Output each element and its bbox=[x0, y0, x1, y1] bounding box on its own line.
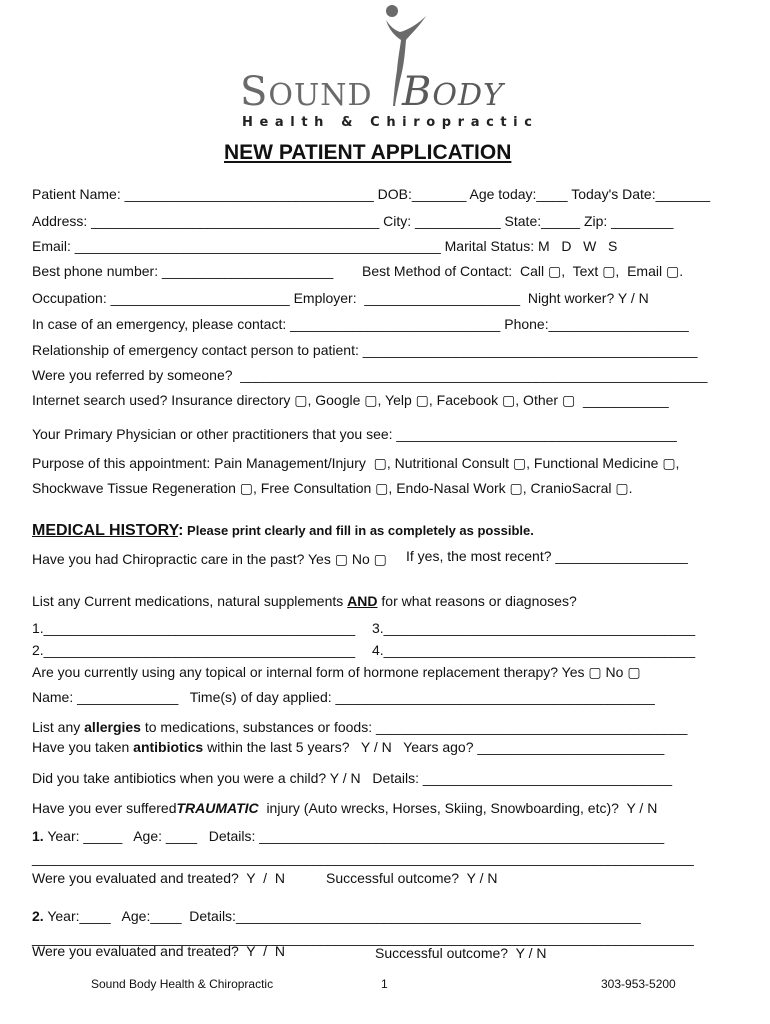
logo-word-sound: SOUND bbox=[240, 69, 373, 115]
most-recent-line: If yes, the most recent? _________________ bbox=[406, 548, 688, 564]
injury-2-continuation-line: _____________________________________________________________________________________ bbox=[32, 930, 694, 946]
traumatic-word: TRAUMATIC bbox=[176, 800, 259, 816]
injury-2-outcome-line: Successful outcome? Y / N bbox=[375, 945, 547, 961]
allergies-text: List any bbox=[32, 719, 85, 735]
primary-physician-line: Your Primary Physician or other practitioners that you see: ____________________________________ bbox=[32, 426, 677, 442]
injury-1-outcome-line: Successful outcome? Y / N bbox=[326, 870, 498, 886]
medication-2-line: 2.________________________________________ bbox=[32, 642, 356, 658]
allergies-word: allergies bbox=[84, 719, 141, 735]
injury-1-number: 1. bbox=[32, 828, 44, 844]
allergies-text-end: to medications, substances or foods: ________________________________________ bbox=[140, 719, 688, 735]
injury-2-evaluated-line: Were you evaluated and treated? Y / N bbox=[32, 943, 285, 959]
hormone-therapy-line: Are you currently using any topical or internal form of hormone replacement therapy? Yes ▢ No ▢ bbox=[32, 664, 641, 680]
hormone-name-line: Name: _____________ Time(s) of day applied: _________________________________________ bbox=[32, 689, 655, 705]
chiropractic-care-line: Have you had Chiropractic care in the past? Yes ▢ No ▢ bbox=[32, 551, 387, 567]
footer-page-number: 1 bbox=[381, 977, 388, 991]
footer-phone: 303-953-5200 bbox=[601, 977, 676, 991]
traumatic-injury-line bbox=[32, 800, 657, 817]
logo-tagline: Health & Chiropractic bbox=[242, 115, 539, 130]
childhood-antibiotics-line: Did you take antibiotics when you were a child? Y / N Details: ________________________________ bbox=[32, 770, 673, 786]
antibiotics-text-end: within the last 5 years? Y / N Years ago? ________________________ bbox=[203, 739, 665, 755]
patient-name-line: Patient Name: ________________________________ DOB:_______ Age today:____ Today's Date:_______ bbox=[32, 186, 711, 202]
appointment-purpose-line: Purpose of this appointment: Pain Management/Injury ▢, Nutritional Consult ▢, Functional Medicine ▢, bbox=[32, 455, 680, 471]
traumatic-text-end: injury (Auto wrecks, Horses, Skiing, Snowboarding, etc)? Y / N bbox=[258, 800, 658, 816]
medical-history-heading bbox=[32, 522, 534, 539]
antibiotics-text: Have you taken bbox=[32, 739, 134, 755]
antibiotics-word: antibiotics bbox=[133, 739, 204, 755]
injury-1-continuation-line: _____________________________________________________________________________________ bbox=[32, 850, 694, 866]
footer-practice-name: Sound Body Health & Chiropractic bbox=[91, 977, 274, 991]
injury-1-fields: Year: _____ Age: ____ Details: ____________________________________________________ bbox=[43, 828, 665, 844]
medications-and: AND bbox=[347, 593, 378, 609]
address-line: Address: _____________________________________ City: ___________ State:_____ Zip: ________ bbox=[32, 213, 674, 229]
antibiotics-line bbox=[32, 739, 664, 756]
injury-1-line bbox=[32, 828, 664, 845]
occupation-line: Occupation: _______________________ Employer: ____________________ Night worker? Y / N bbox=[32, 290, 649, 306]
emergency-relationship-line: Relationship of emergency contact person to patient: ___________________________________________ bbox=[32, 342, 698, 358]
allergies-line bbox=[32, 719, 687, 736]
medications-text-end: for what reasons or diagnoses? bbox=[377, 593, 577, 609]
contact-method-line: Best Method of Contact: Call ▢, Text ▢, Email ▢. bbox=[362, 263, 684, 279]
email-line: Email: _______________________________________________ Marital Status: M D W S bbox=[32, 238, 618, 254]
injury-2-number: 2. bbox=[32, 908, 44, 924]
page-title: NEW PATIENT APPLICATION bbox=[224, 141, 512, 164]
medical-history-colon: : bbox=[178, 522, 184, 539]
medical-history-note: Please print clearly and fill in as completely as possible. bbox=[183, 523, 534, 538]
medication-4-line: 4.________________________________________ bbox=[372, 642, 696, 658]
emergency-contact-line: In case of an emergency, please contact: ___________________________ Phone:__________________ bbox=[32, 316, 689, 332]
logo-word-body: BODY bbox=[402, 69, 504, 115]
medications-question bbox=[32, 593, 577, 610]
phone-number-line: Best phone number: ______________________ bbox=[32, 263, 334, 279]
referral-line: Were you referred by someone? ____________________________________________________________ bbox=[32, 367, 708, 383]
medications-text: List any Current medications, natural supplements bbox=[32, 593, 348, 609]
injury-2-line bbox=[32, 908, 641, 925]
injury-2-fields: Year:____ Age:____ Details:____________________________________________________ bbox=[43, 908, 641, 924]
medication-1-line: 1.________________________________________ bbox=[32, 620, 356, 636]
appointment-purpose-line-2: Shockwave Tissue Regeneration ▢, Free Consultation ▢, Endo-Nasal Work ▢, CranioSacral ▢. bbox=[32, 480, 633, 496]
medication-3-line: 3.________________________________________ bbox=[372, 620, 696, 636]
traumatic-text: Have you ever suffered bbox=[32, 800, 177, 816]
medical-history-title: MEDICAL HISTORY bbox=[32, 522, 179, 539]
injury-1-evaluated-line: Were you evaluated and treated? Y / N bbox=[32, 870, 285, 886]
internet-search-line: Internet search used? Insurance directory ▢, Google ▢, Yelp ▢, Facebook ▢, Other ▢ ___________ bbox=[32, 392, 669, 408]
